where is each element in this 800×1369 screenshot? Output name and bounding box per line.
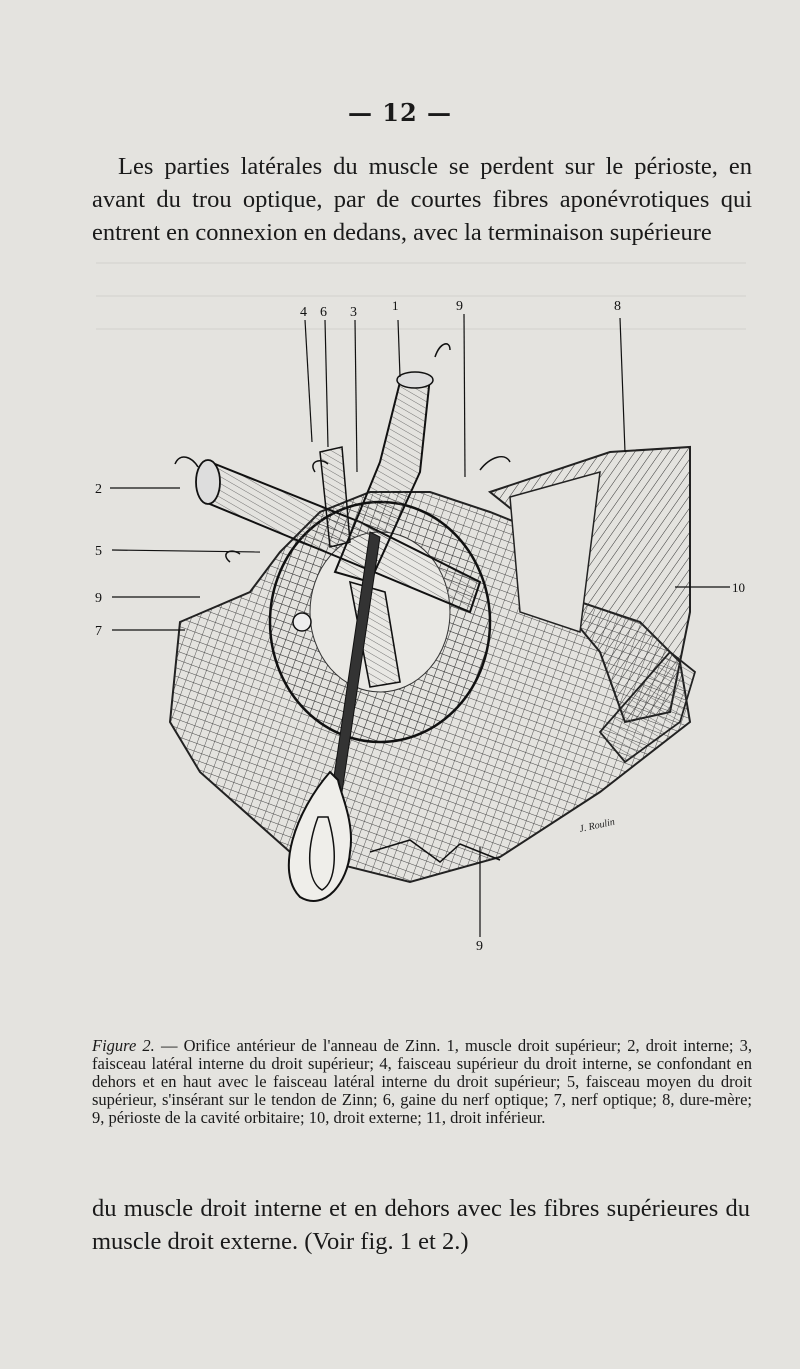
engraver-signature: J. Roulin — [578, 816, 616, 835]
paragraph-bottom: du muscle droit interne et en dehors avec les fibres supérieures du muscle droit externe. (Voir fig. 1 et 2.) — [92, 1195, 750, 1255]
anatomical-illustration — [80, 292, 760, 972]
figure-label-7: 7 — [95, 624, 102, 639]
figure-label-6: 6 — [320, 305, 327, 320]
figure-caption-text: — Orifice antérieur de l'anneau de Zinn. 1, muscle droit supérieur; 2, droit interne; 3, faisceau latéral interne du droit supérieur; 4, faisceau supérieur du droit interne, se confondant en dehors et en haut avec le faisceau latéral interne du droit supérieur; 5, faisceau moyen du droit supérieur, s'insérant sur le tendon de Zinn; 6, gaine du nerf optique; 7, nerf optique; 8, dure-mère; 9, périoste de la cavité orbitaire; 10, droit externe; 11, droit inférieur. — [92, 1036, 752, 1127]
figure-label-5: 5 — [95, 544, 102, 559]
page-number: — 12 — — [347, 98, 453, 127]
figure-caption — [92, 1037, 752, 1127]
figure-label-2: 2 — [95, 482, 102, 497]
paragraph-top: Les parties latérales du muscle se perdent sur le périoste, en avant du trou optique, par de courtes fibres aponévrotiques qui entrent en connexion en dedans, avec la terminaison supérieure — [92, 153, 752, 246]
figure-label-8: 8 — [614, 299, 621, 314]
figure-label-3: 3 — [350, 305, 357, 320]
bleed-through-line — [96, 262, 746, 264]
figure-label-10: 10 — [732, 580, 745, 595]
figure-label-9-left: 9 — [95, 591, 102, 606]
medial-rectus-end — [196, 460, 220, 504]
optic-nerve-cut — [293, 613, 311, 631]
illustration-svg — [80, 292, 760, 972]
figure-caption-label: Figure 2. — [92, 1036, 155, 1055]
figure-label-9-top: 9 — [456, 299, 463, 314]
superior-rectus-end — [397, 372, 433, 388]
figure-label-4: 4 — [300, 305, 307, 320]
figure-label-9-bottom: 9 — [476, 939, 483, 954]
figure-label-1: 1 — [392, 298, 399, 313]
